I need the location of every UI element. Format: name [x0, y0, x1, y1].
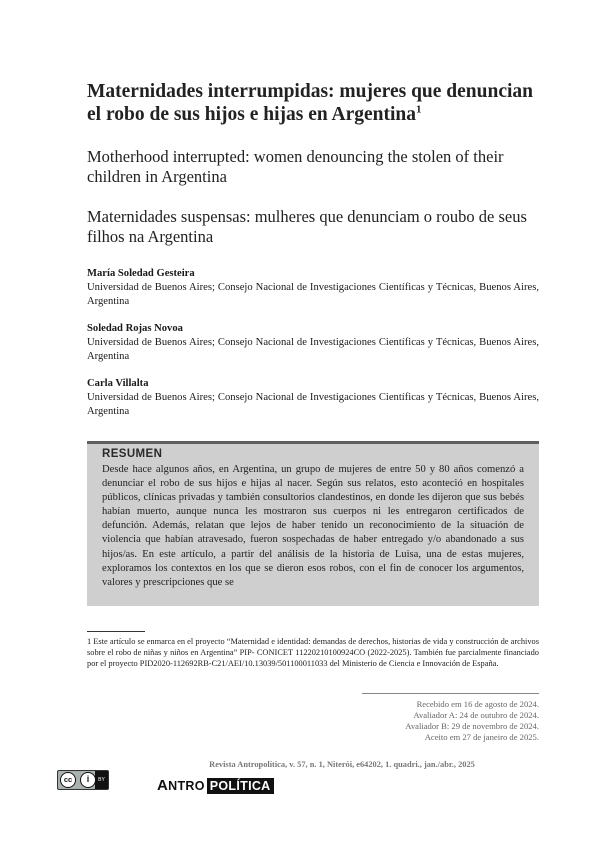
attribution-person-icon: i [80, 772, 96, 788]
footnote-text: 1 Este artículo se enmarca en el proyecto “Maternidad e identidad: demandas de derechos, historias de vida y construcción de archivos sobre el robo de niñas y niños en Argentina” PIP- CONICET 11220210100924CO (2022-2025). También fue parcialmente financiado por el proyecto PID2020-112692RB-C21/AEI/10.13039/501100011033 del Ministerio de Ciencia e Innovación de España. [87, 637, 539, 668]
antropolitica-logo [157, 778, 274, 794]
author-name: María Soledad Gesteira [87, 268, 195, 279]
author-name: Soledad Rojas Novoa [87, 323, 183, 334]
date-reviewer-b: Avaliador B: 29 de novembro de 2024. [405, 721, 539, 731]
date-received: Recebido em 16 de agosto de 2024. [416, 699, 539, 709]
by-label: BY [95, 771, 108, 789]
review-dates [362, 693, 539, 743]
author-affiliation: Universidad de Buenos Aires; Consejo Nacional de Investigaciones Científicas y Técnicas, Buenos Aires, Argentina [87, 337, 539, 362]
abstract-heading: RESUMEN [102, 448, 163, 460]
journal-citation: Revista Antropolítica, v. 57, n. 1, Niterói, e64202, 1. quadri., jan./abr., 2025 [209, 760, 475, 769]
article-title-en: Motherhood interrupted: women denouncing the stolen of their children in Argentina [87, 147, 504, 186]
author-affiliation: Universidad de Buenos Aires; Consejo Nacional de Investigaciones Científicas y Técnicas, Buenos Aires, Argentina [87, 282, 539, 307]
author-3 [87, 377, 539, 419]
author-name: Carla Villalta [87, 378, 149, 389]
logo-part-politica: POLÍTICA [207, 778, 274, 794]
cc-icon: cc [60, 772, 76, 788]
logo-part-antro: ANTRO [157, 777, 205, 794]
title-es-text: Maternidades interrumpidas: mujeres que denuncian el robo de sus hijos e hijas en Argentina [87, 81, 533, 125]
date-reviewer-a: Avaliador A: 24 de outubro de 2024. [413, 710, 539, 720]
abstract-body: Desde hace algunos años, en Argentina, un grupo de mujeres de entre 50 y 80 años comenzó a denunciar el robo de sus hijos e hijas al nacer. Según sus relatos, esto aconteció en hospitales públicos, clínicas privadas y también consultorios clandestinos, en donde les dijeron que sus bebés habían muerto, aunque nunca les mostraron sus cuerpos ni les entregaron certificados de defunción. Además, relatan que lejos de haber tenido un reconocimiento de la situación de violencia que habían atravesado, fueron sospechadas de haber entregado y/o abandonado a sus hijos/as. En este artículo, a partir del análisis de la historia de Luisa, una de estas mujeres, exploramos los contextos en los que se dieron esos robos, con el fin de conocer los argumentos, valores y prescripciones que se [102, 464, 524, 588]
article-title-es [87, 80, 539, 126]
footnote-ref[interactable]: 1 [416, 103, 422, 116]
author-1 [87, 267, 539, 309]
author-2 [87, 322, 539, 364]
article-title-pt: Maternidades suspensas: mulheres que denunciam o roubo de seus filhos na Argentina [87, 207, 527, 246]
footnote-divider [87, 631, 145, 632]
abstract-box [87, 441, 539, 606]
author-affiliation: Universidad de Buenos Aires; Consejo Nacional de Investigaciones Científicas y Técnicas, Buenos Aires, Argentina [87, 392, 539, 417]
date-accepted: Aceito em 27 de janeiro de 2025. [424, 732, 539, 742]
cc-by-license-icon[interactable] [57, 770, 109, 790]
